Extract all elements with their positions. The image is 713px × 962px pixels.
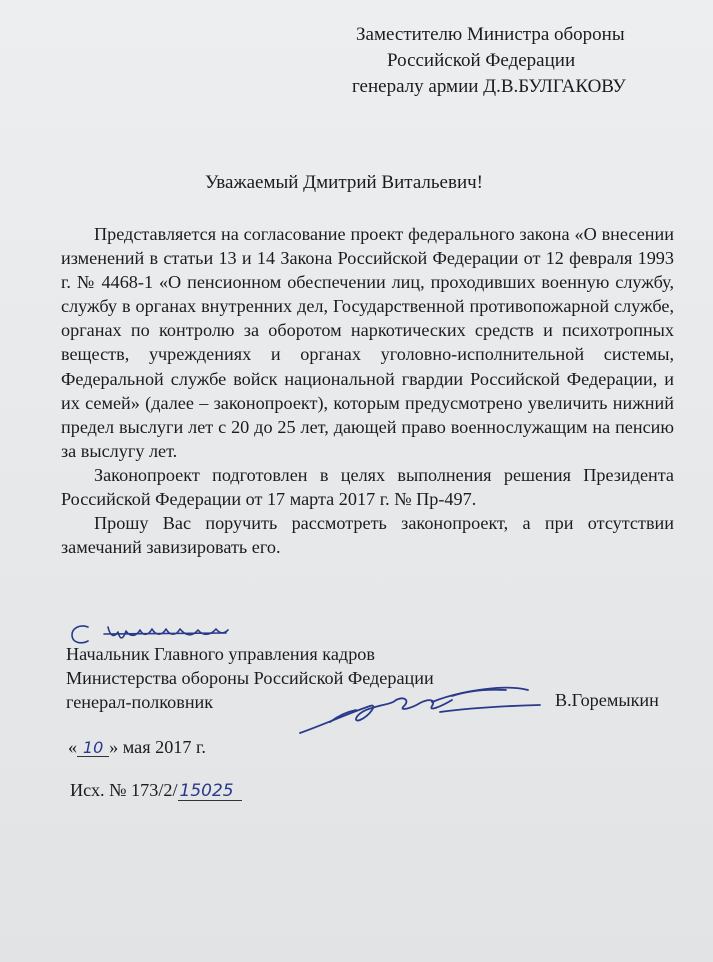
signature-title-line-1: Начальник Главного управления кадров bbox=[66, 644, 375, 664]
date-close-quote: » bbox=[109, 737, 119, 757]
reference-line bbox=[70, 780, 242, 801]
body-paragraph-1: Представляется на согласование проект федерального закона «О внесении изменений в статьи 13 и 14 Закона Российской Федерации от 12 февраля 1993 г. № 4468-1 «О пенсионном обеспечении лиц, проходивших военную службу, службу в органах внутренних дел, Государственной противопожарной службе, органах по контролю за оборотом наркотических средств и психотропных веществ, учреждениях и органах уголовно-исполнительной системы, Федеральной службе войск национальной гвардии Российской Федерации, и их семей» (далее – законопроект), которым предусмотрено увеличить нижний предел выслуги лет с 20 до 25 лет, дающей право военнослужащим на пенсию за выслугу лет. bbox=[61, 224, 674, 461]
date-line bbox=[68, 737, 206, 758]
body-paragraph-2: Законопроект подготовлен в целях выполнения решения Президента Российской Федерации от 17 марта 2017 г. № Пр-497. bbox=[61, 464, 674, 510]
body-paragraph-3: Прошу Вас поручить рассмотреть законопроект, а при отсутствии замечаний завизировать его. bbox=[61, 513, 674, 558]
signatory-name: В.Горемыкин bbox=[555, 690, 659, 710]
addressee-line-3: генералу армии Д.В.БУЛГАКОВУ bbox=[352, 76, 626, 97]
date-month-year: мая 2017 г. bbox=[122, 737, 206, 757]
date-open-quote: « bbox=[68, 737, 78, 757]
addressee-line-1: Заместителю Министра обороны bbox=[356, 24, 625, 45]
reference-number: 15025 bbox=[178, 782, 242, 801]
date-day: 10 bbox=[77, 740, 109, 757]
signature-title-line-2: Министерства обороны Российской Федерации bbox=[66, 668, 434, 688]
signature-title-line-3: генерал-полковник bbox=[66, 692, 214, 712]
salutation: Уважаемый Дмитрий Витальевич! bbox=[205, 172, 484, 193]
addressee-line-2: Российской Федерации bbox=[387, 50, 576, 71]
reference-prefix: Исх. № 173/2/ bbox=[70, 780, 178, 800]
